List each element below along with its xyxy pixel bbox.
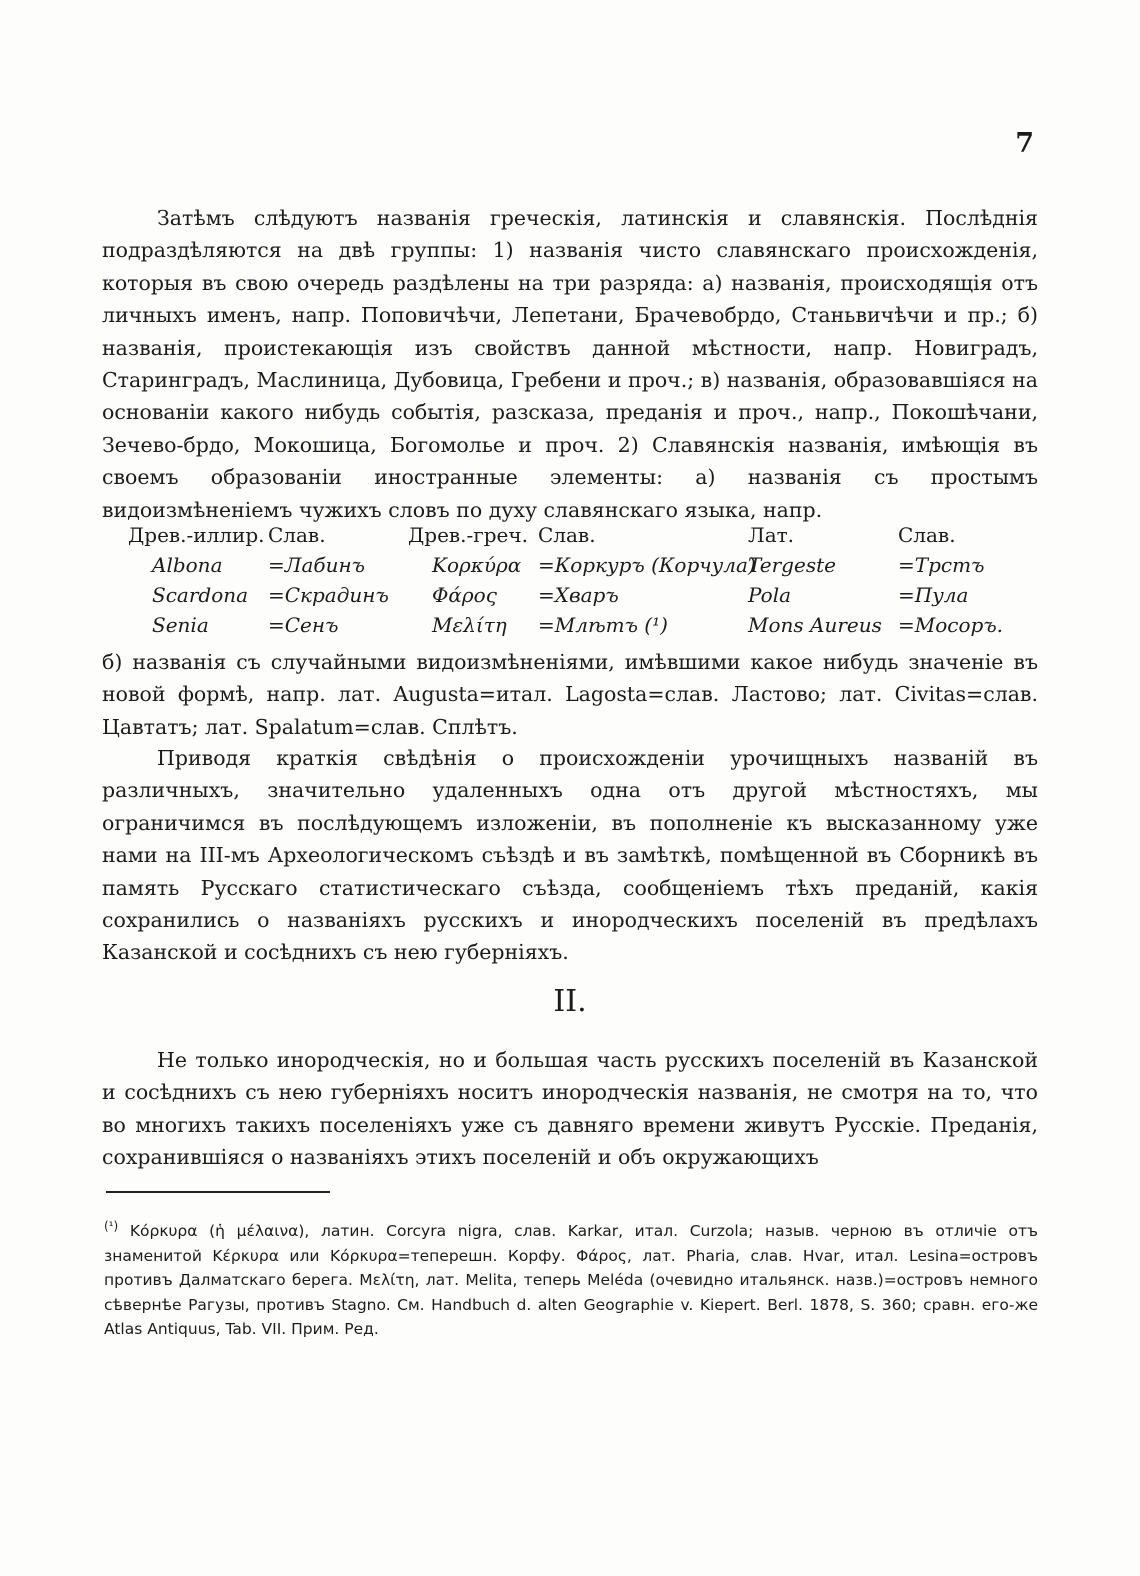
page-number: 7 <box>1015 128 1034 159</box>
table-cell: Φάρος <box>432 583 497 607</box>
table-cell: =Мосоръ. <box>898 613 1004 637</box>
name-comparison-table <box>128 520 1028 640</box>
table-cell: Κορκύρα <box>432 553 522 577</box>
table-row <box>128 580 1028 610</box>
table-header-row <box>128 520 1028 550</box>
table-header-cell: Слав. <box>268 523 326 547</box>
table-header-cell: Древ.-греч. <box>408 523 528 547</box>
paragraph-traditions: Приводя краткія свѣдѣнія о происхожденіи урочищныхъ названій въ различныхъ, значительно удаленныхъ одна отъ другой мѣстностяхъ, мы ограничимся въ послѣдующемъ изложеніи, въ пополненіе къ высказанному уже нами на III-мъ Археологическомъ съѣздѣ и въ замѣткѣ, помѣщенной въ Сборникѣ въ память Русскаго статистическаго съѣзда, сообщеніемъ тѣхъ преданій, какія сохранились о названіяхъ русскихъ и инородческихъ поселеній въ предѣлахъ Казанской и сосѣднихъ съ нею губерніяхъ. <box>102 746 1038 965</box>
table-cell: =Сенъ <box>268 613 339 637</box>
paragraph-place-names: Затѣмъ слѣдуютъ названія греческія, латинскія и славянскія. Послѣднія подраздѣляются на двѣ группы: 1) названія чисто славянскаго происхожденія, которыя въ свою очередь раздѣлены на три разряда: а) названія, происходящія отъ личныхъ именъ, напр. Поповичѣчи, Лепетани, Брачевобрдо, Станьвичѣчи и пр.; б) названія, проистекающія изъ свойствъ данной мѣстности, напр. Новиградъ, Старинградъ, Маслиница, Дубовица, Гребени и проч.; в) названія, образовавшіяся на основаніи какого нибудь событія, разсказа, преданія и проч., напр., Покошѣчани, Зечево-брдо, Мокошица, Богомолье и проч. 2) Славянскія названія, имѣющія въ своемъ образованіи иностранные элементы: а) названія съ простымъ видоизмѣненіемъ чужихъ словъ по духу славянскаго языка, напр. <box>102 206 1038 522</box>
section-heading: II. <box>553 984 587 1019</box>
table-cell: Senia <box>152 613 209 637</box>
table-cell: Μελίτη <box>432 613 507 637</box>
table-header-cell: Древ.-иллир. <box>128 523 265 547</box>
table-cell: Albona <box>152 553 223 577</box>
table-cell: Scardona <box>152 583 249 607</box>
table-cell: =Пула <box>898 583 969 607</box>
table-cell: =Лабинъ <box>268 553 365 577</box>
table-cell: =Коркуръ (Корчула) <box>538 553 756 577</box>
table-row <box>128 550 1028 580</box>
table-header-cell: Слав. <box>898 523 956 547</box>
table-header-cell: Слав. <box>538 523 596 547</box>
paragraph-accidental-changes: б) названія съ случайными видоизмѣненіями, имѣвшими какое нибудь значеніе въ новой формѣ, напр. лат. Augusta=итал. Lagosta=слав. Ластово; лат. Civitas=слав. Цавтатъ; лат. Spalatum=слав. Сплѣтъ. <box>102 650 1038 739</box>
table-cell: =Скрадинъ <box>268 583 389 607</box>
table-cell: =Трстъ <box>898 553 985 577</box>
table-cell: =Хваръ <box>538 583 619 607</box>
table-cell: Mons Aureus <box>748 613 882 637</box>
table-header-cell: Лат. <box>748 523 795 547</box>
footnote-text: Κόρκυρα (ἡ μέλαινα), латин. Corcyra nigra, слав. Karkar, итал. Curzola; назыв. черною въ отличіе отъ знаменитой Κέρκυρα или Κόρκυρα=теперешн. Корфу. Φάρος, лат. Pharia, слав. Hvar, итал. Lesina=островъ противъ Далматскаго берега. Μελίτη, лат. Melita, теперь Meléda (очевидно итальянск. назв.)=островъ немного сѣвернѣе Рагузы, противъ Stagno. См. Handbuch d. alten Geographie v. Kiepert. Berl. 1878, S. 360; сравн. его-же Atlas Antiquus, Tab. VII. Прим. Ред. <box>104 1222 1038 1339</box>
paragraph-section-two: Не только инородческія, но и большая часть русскихъ поселеній въ Казанской и сосѣднихъ съ нею губерніяхъ носитъ инородческія названія, не смотря на то, что во многихъ такихъ поселеніяхъ уже съ давняго времени живутъ Русскіе. Преданія, сохранившіяся о названіяхъ этихъ поселеній и объ окружающихъ <box>102 1048 1038 1170</box>
footnote-divider <box>106 1191 330 1193</box>
footnote-mark: (¹) <box>104 1219 119 1233</box>
footnote <box>104 1214 1038 1342</box>
table-cell: =Млѣтъ (¹) <box>538 613 668 637</box>
table-row <box>128 610 1028 640</box>
table-cell: Tergeste <box>748 553 836 577</box>
table-cell: Pola <box>748 583 792 607</box>
